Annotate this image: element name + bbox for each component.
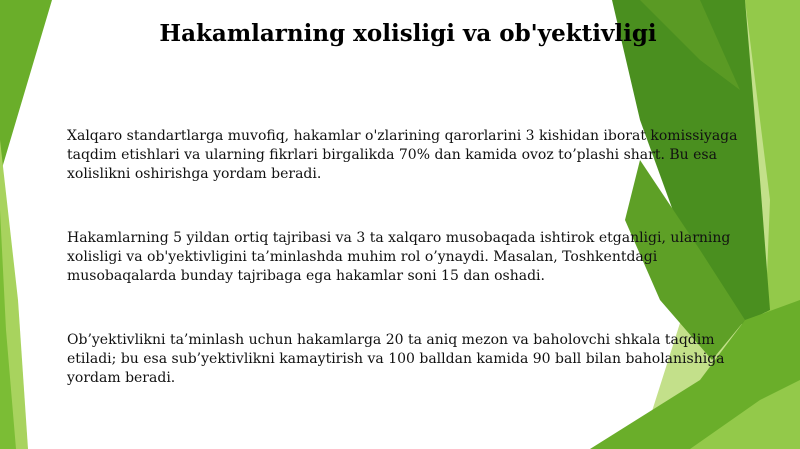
paragraph-1: Xalqaro standartlarga muvofiq, hakamlar o'zlarining qarorlarini 3 kishidan iborat komissiyaga taqdim etishlari va ularning fikrlari birgalikda 70% dan kamida ovoz to’plashi shart. Bu esa xolislikni oshirishga yordam beradi. (67, 128, 738, 182)
slide-title: Hakamlarning xolisligi va ob'yektivligi (159, 20, 657, 47)
paragraph-2: Hakamlarning 5 yildan ortiq tajribasi va 3 ta xalqaro musobaqada ishtirok etganligi, ularning xolisligi va ob'yektivligini ta’minlashda muhim rol o’ynaydi. Masalan, Toshkentdagi musobaqalarda bunday tajribaga ega hakamlar soni 15 dan oshadi. (67, 230, 731, 284)
paragraph-3: Ob’yektivlikni ta’minlash uchun hakamlarga 20 ta aniq mezon va baholovchi shkala taqdim etiladi; bu esa sub’yektivlikni kamaytirish va 100 balldan kamida 90 ball bilan baholanishiga yordam beradi. (67, 332, 725, 386)
